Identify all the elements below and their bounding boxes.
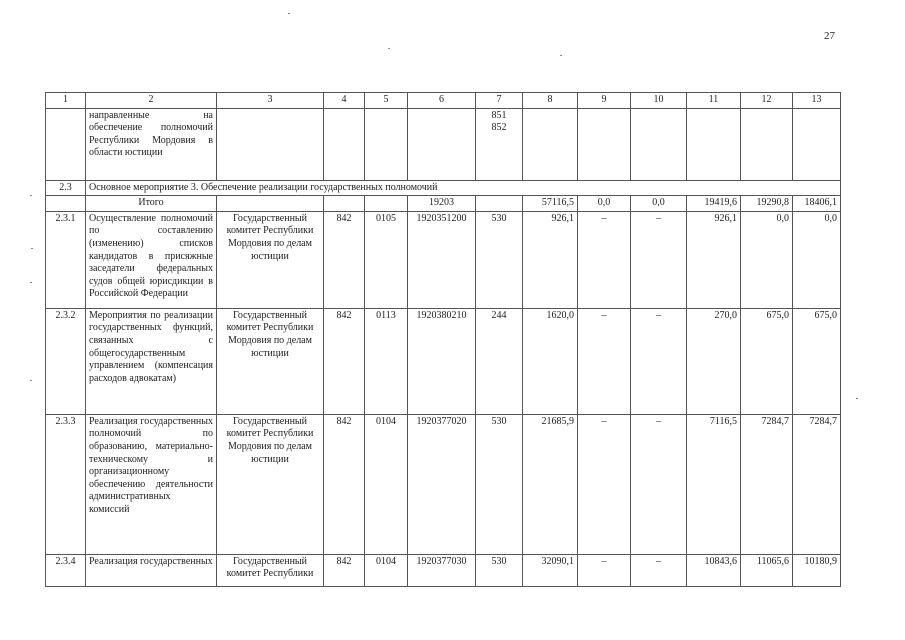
row-c12: 0,0 [741,211,793,308]
scan-speck [288,13,290,14]
row-c8: 32090,1 [523,554,578,586]
cont-c13-cell [793,108,841,180]
cont-c6-cell [408,108,476,180]
row-c7: 530 [476,211,523,308]
row-executor: Государственный комитет Республики [217,554,324,586]
row-c4: 842 [324,414,365,554]
row-c11: 7116,5 [687,414,741,554]
row-executor: Государственный комитет Республики Мордовия по делам юстиции [217,414,324,554]
row-c7: 530 [476,414,523,554]
cont-c4-cell [324,108,365,180]
table-row [46,414,841,554]
cont-c11-cell [687,108,741,180]
scan-speck [30,282,32,283]
column-header-12: 12 [741,93,793,109]
row-name: Реализация государственных полномочий по образованию, материально-техническому и организационному обеспечению деятельности административных комиссий [86,414,217,554]
budget-table [45,92,841,587]
scan-speck [30,195,32,196]
row-c11: 270,0 [687,308,741,414]
total-blank-3 [217,196,324,212]
total-blank-7 [476,196,523,212]
row-c9: – [578,308,631,414]
row-executor: Государственный комитет Республики Мордовия по делам юстиции [217,211,324,308]
total-blank-1 [46,196,86,212]
page-number: 27 [824,30,835,42]
row-c13: 0,0 [793,211,841,308]
scan-speck [856,398,858,399]
section-row [46,180,841,196]
cont-num-cell [46,108,86,180]
row-number: 2.3.3 [46,414,86,554]
row-c10: – [631,414,687,554]
total-v10: 0,0 [631,196,687,212]
column-header-3: 3 [217,93,324,109]
row-c5: 0104 [365,554,408,586]
table-row [46,308,841,414]
table-row [46,554,841,586]
section-title: Основное мероприятие 3. Обеспечение реализации государственных полномочий [86,180,841,196]
cont-c7-cell: 851 852 [476,108,523,180]
cont-c5-cell [365,108,408,180]
total-v8: 57116,5 [523,196,578,212]
row-c5: 0113 [365,308,408,414]
row-c8: 926,1 [523,211,578,308]
cont-c12-cell [741,108,793,180]
row-c11: 926,1 [687,211,741,308]
row-c7: 530 [476,554,523,586]
column-header-9: 9 [578,93,631,109]
total-blank-4 [324,196,365,212]
column-header-13: 13 [793,93,841,109]
row-c13: 675,0 [793,308,841,414]
total-code: 19203 [408,196,476,212]
row-c9: – [578,211,631,308]
total-v11: 19419,6 [687,196,741,212]
cont-c10-cell [631,108,687,180]
cont-c9-cell [578,108,631,180]
row-c8: 1620,0 [523,308,578,414]
row-c5: 0105 [365,211,408,308]
cont-executor-cell [217,108,324,180]
row-c4: 842 [324,211,365,308]
row-name: Мероприятия по реализации государственных функций, связанных с общегосударственным управлением (компенсация расходов адвокатам) [86,308,217,414]
row-c7: 244 [476,308,523,414]
row-c10: – [631,211,687,308]
row-c13: 7284,7 [793,414,841,554]
row-c6: 1920380210 [408,308,476,414]
total-blank-5 [365,196,408,212]
column-header-6: 6 [408,93,476,109]
row-number: 2.3.1 [46,211,86,308]
row-c11: 10843,6 [687,554,741,586]
row-c12: 7284,7 [741,414,793,554]
row-c6: 1920351200 [408,211,476,308]
column-header-11: 11 [687,93,741,109]
row-c6: 1920377030 [408,554,476,586]
column-header-2: 2 [86,93,217,109]
column-header-4: 4 [324,93,365,109]
row-c5: 0104 [365,414,408,554]
column-header-7: 7 [476,93,523,109]
header-row [46,93,841,109]
column-header-1: 1 [46,93,86,109]
row-c10: – [631,308,687,414]
total-v12: 19290,8 [741,196,793,212]
row-c4: 842 [324,554,365,586]
section-number: 2.3 [46,180,86,196]
cont-c8-cell [523,108,578,180]
row-number: 2.3.4 [46,554,86,586]
row-c8: 21685,9 [523,414,578,554]
row-c9: – [578,554,631,586]
row-c12: 675,0 [741,308,793,414]
row-c9: – [578,414,631,554]
total-label: Итого [86,196,217,212]
column-header-5: 5 [365,93,408,109]
row-c10: – [631,554,687,586]
row-name: Осуществление полномочий по составлению (изменению) списков кандидатов в присяжные заседатели федеральных судов общей юрисдикции в Российской Федерации [86,211,217,308]
cont-name-cell: направленные на обеспечение полномочий Республики Мордовия в области юстиции [86,108,217,180]
row-executor: Государственный комитет Республики Мордовия по делам юстиции [217,308,324,414]
row-number: 2.3.2 [46,308,86,414]
row-c6: 1920377020 [408,414,476,554]
row-name: Реализация государственных [86,554,217,586]
total-v13: 18406,1 [793,196,841,212]
scan-speck [30,380,32,381]
row-c4: 842 [324,308,365,414]
table-row [46,211,841,308]
column-header-8: 8 [523,93,578,109]
row-c13: 10180,9 [793,554,841,586]
column-header-10: 10 [631,93,687,109]
scan-speck [560,55,562,56]
scan-speck [31,248,33,249]
total-row [46,196,841,212]
total-v9: 0,0 [578,196,631,212]
scan-speck [388,48,390,49]
continuation-row [46,108,841,180]
row-c12: 11065,6 [741,554,793,586]
